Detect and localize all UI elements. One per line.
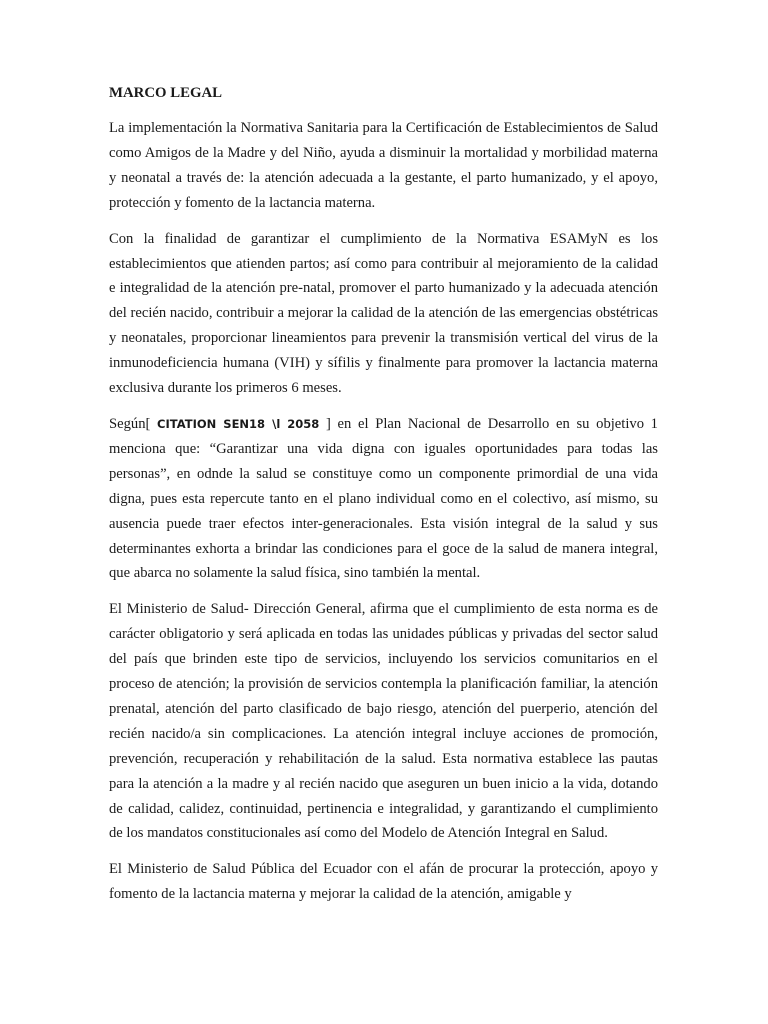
paragraph-3	[109, 412, 658, 586]
paragraph-4: El Ministerio de Salud- Dirección General, afirma que el cumplimiento de esta norma es de carácter obligatorio y será aplicada en todas las unidades públicas y privadas del sector salud del país que brinden este tipo de servicios, incluyendo los servicios comunitarios en el proceso de atención; la provisión de servicios contempla la planificación familiar, la atención prenatal, atención del parto clasificado de bajo riesgo, atención del puerperio, atención del recién nacido/a sin complicaciones. La atención integral incluye acciones de promoción, prevención, recuperación y rehabilitación de la salud. Esta normativa establece las pautas para la atención a la madre y al recién nacido que aseguren un buen inicio a la vida, dotando de calidad, calidez, continuidad, pertinencia e integralidad, y garantizando el cumplimiento de los mandatos constitucionales así como del Modelo de Atención Integral en Salud.	[109, 601, 658, 842]
citation-field: CITATION SEN18 \l 2058	[157, 416, 320, 431]
paragraph-1: La implementación la Normativa Sanitaria para la Certificación de Establecimientos de Salud como Amigos de la Madre y del Niño, ayuda a disminuir la mortalidad y morbilidad materna y neonatal a través de: la atención adecuada a la gestante, el parto humanizado, y el apoyo, protección y fomento de la lactancia materna.	[109, 120, 658, 211]
paragraph-3-body: ] en el Plan Nacional de Desarrollo en su objetivo 1 menciona que: “Garantizar una vida digna con iguales oportunidades para todas las personas”, en odnde la salud se constituye como un componente primordial de una vida digna, pues esta repercute tanto en el plano individual como en el colectivo, así mismo, su ausencia puede traer efectos inter-generacionales. Esta visión integral de la salud y sus determinantes exhorta a brindar las condiciones para el goce de la salud de manera integral, que abarca no solamente la salud física, sino también la mental.	[109, 415, 658, 582]
paragraph-3-lead: Según[	[109, 415, 158, 432]
paragraph-5: El Ministerio de Salud Pública del Ecuador con el afán de procurar la protección, apoyo y fomento de la lactancia materna y mejorar la calidad de la atención, amigable y	[109, 861, 658, 903]
document-page	[109, 80, 658, 918]
paragraph-2: Con la finalidad de garantizar el cumplimiento de la Normativa ESAMyN es los establecimientos que atienden partos; así como para contribuir al mejoramiento de la calidad e integralidad de la atención pre-natal, promover el parto humanizado y la adecuada atención del recién nacido, contribuir a mejorar la calidad de la atención de las emergencias obstétricas y neonatales, proporcionar lineamientos para prevenir la transmisión vertical del virus de la inmunodeficiencia humana (VIH) y sífilis y finalmente para promover la lactancia materna exclusiva durante los primeros 6 meses.	[109, 230, 658, 397]
section-heading: MARCO LEGAL	[109, 85, 223, 101]
